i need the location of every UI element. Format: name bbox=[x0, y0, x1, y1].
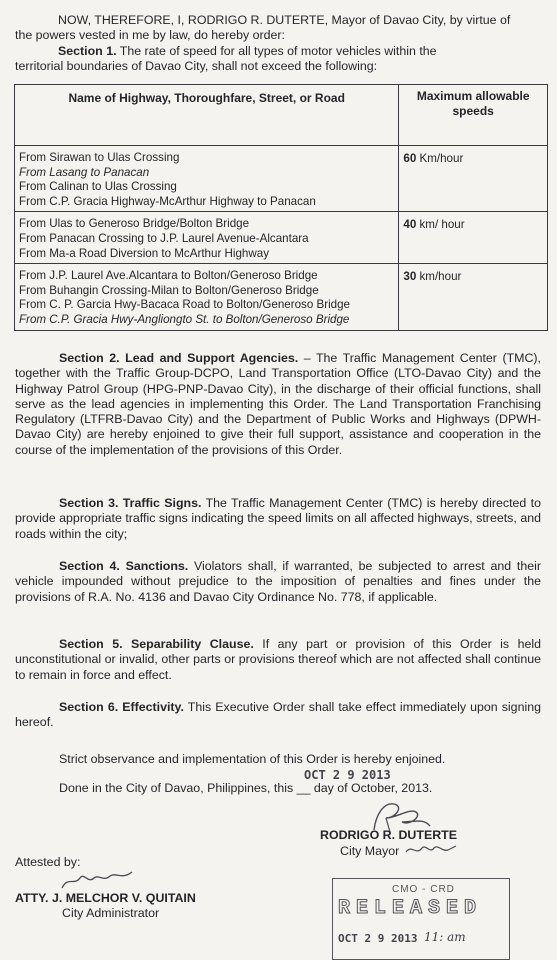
section-3-heading: Section 3. Traffic Signs. bbox=[59, 496, 202, 510]
road-item: From C.P. Gracia Highway-McArthur Highway to Panacan bbox=[19, 194, 316, 208]
mayor-title: City Mayor bbox=[340, 844, 400, 858]
road-item: From Buhangin Crossing-Milan to Bolton/Generoso Bridge bbox=[19, 283, 319, 297]
section-5-paragraph: Section 5. Separability Clause. If any part or provision of this Order is held unconstitutional or invalid, other parts or provisions thereof which are not affected shall continue to remain in force and effect. bbox=[15, 637, 542, 682]
released-stamp-word: RELEASED bbox=[338, 897, 483, 920]
speed-column-header: Maximum allowable speeds bbox=[399, 85, 548, 146]
section-3-paragraph: Section 3. Traffic Signs. The Traffic Management Center (TMC) is hereby directed to provide appropriate traffic signs indicating the speed limits on all affected highways, streets, and roads within the city; bbox=[15, 496, 541, 541]
road-list bbox=[15, 212, 399, 264]
strict-observance-text: Strict observance and implementation of this Order is hereby enjoined. bbox=[59, 752, 446, 766]
road-item: From Sirawan to Ulas Crossing bbox=[19, 151, 180, 164]
mayor-name: RODRIGO R. DUTERTE bbox=[320, 828, 457, 842]
speed-limit-cell: 40 km/ hour bbox=[399, 212, 548, 264]
section-1-heading: Section 1. bbox=[58, 44, 117, 58]
speed-limit-table bbox=[14, 84, 548, 331]
administrator-name: ATTY. J. MELCHOR V. QUITAIN bbox=[15, 891, 196, 905]
section-1-line-1: Section 1. The rate of speed for all types of motor vehicles within the bbox=[58, 44, 437, 58]
speed-limit-cell: 60 Km/hour bbox=[399, 146, 548, 212]
section-6-paragraph: Section 6. Effectivity. This Executive Order shall take effect immediately upon signing hereof. bbox=[15, 700, 541, 730]
table-row bbox=[15, 146, 548, 212]
road-item: From Ulas to Generoso Bridge/Bolton Bridge bbox=[19, 217, 250, 231]
intro-line-1: NOW, THEREFORE, I, RODRIGO R. DUTERTE, Mayor of Davao City, by virtue of bbox=[58, 13, 511, 27]
section-1-line-2: territorial boundaries of Davao City, shall not exceed the following: bbox=[15, 59, 378, 73]
road-item: From Ma-a Road Diversion to McArthur Highway bbox=[19, 246, 269, 260]
intro-line-2: the powers vested in me by law, do hereby order: bbox=[15, 28, 285, 42]
done-in-city-text: Done in the City of Davao, Philippines, this __ day of October, 2013. bbox=[59, 781, 433, 795]
section-5-heading: Section 5. Separability Clause. bbox=[59, 637, 254, 651]
road-item: From Lasang to Panacan bbox=[19, 165, 150, 179]
section-6-heading: Section 6. Effectivity. bbox=[59, 700, 184, 714]
attested-by-label: Attested by: bbox=[15, 855, 81, 869]
table-row bbox=[15, 264, 548, 330]
section-2-heading: Section 2. Lead and Support Agencies. bbox=[59, 351, 299, 365]
administrator-title: City Administrator bbox=[62, 906, 160, 920]
mayor-initials bbox=[404, 838, 458, 860]
date-stamp: OCT 2 9 2013 bbox=[304, 768, 391, 782]
released-stamp-date: OCT 2 9 2013 bbox=[338, 932, 418, 945]
released-stamp-code: CMO - CRD bbox=[392, 884, 455, 895]
road-item: From C. P. Garcia Hwy-Bacaca Road to Bolton/Generoso Bridge bbox=[19, 298, 350, 312]
section-2-paragraph: Section 2. Lead and Support Agencies. – The Traffic Management Center (TMC), together with the Traffic Group-DCPO, Land Transportation Office (LTO-Davao City) and the Highway Patrol Group (HPG-PNP-Davao City), in the discharge of their official functions, shall serve as the lead agencies in implementing this Order. The Land Transportation Franchising Regulatory (LTFRB-Davao City) and the Department of Public Works and Highways (DPWH-Davao City) are hereby enjoined to give their full support, assistance and cooperation in the course of the implementation of the provisions of this Order. bbox=[15, 351, 542, 457]
road-list bbox=[15, 146, 399, 212]
road-item: From C.P. Gracia Hwy-Angliongto St. to Bolton/Generoso Bridge bbox=[19, 312, 350, 326]
released-stamp-time: 11: am bbox=[424, 930, 466, 944]
road-list bbox=[15, 264, 399, 330]
road-column-header: Name of Highway, Thoroughfare, Street, or Road bbox=[15, 85, 399, 146]
table-row bbox=[15, 212, 548, 264]
speed-limit-cell: 30 km/hour bbox=[399, 264, 548, 330]
administrator-signature bbox=[58, 866, 138, 892]
table-header-row bbox=[15, 85, 548, 146]
road-item: From Panacan Crossing to J.P. Laurel Avenue-Alcantara bbox=[19, 231, 309, 245]
road-item: From J.P. Laurel Ave.Alcantara to Bolton/Generoso Bridge bbox=[19, 269, 318, 283]
section-4-heading: Section 4. Sanctions. bbox=[59, 559, 189, 573]
section-4-paragraph: Section 4. Sanctions. Violators shall, if warranted, be subjected to arrest and their vehicle impounded without prejudice to the imposition of penalties and fines under the provisions of R.A. No. 4136 and Davao City Ordinance No. 778, if applicable. bbox=[15, 559, 541, 604]
road-item: From Calinan to Ulas Crossing bbox=[19, 180, 177, 194]
